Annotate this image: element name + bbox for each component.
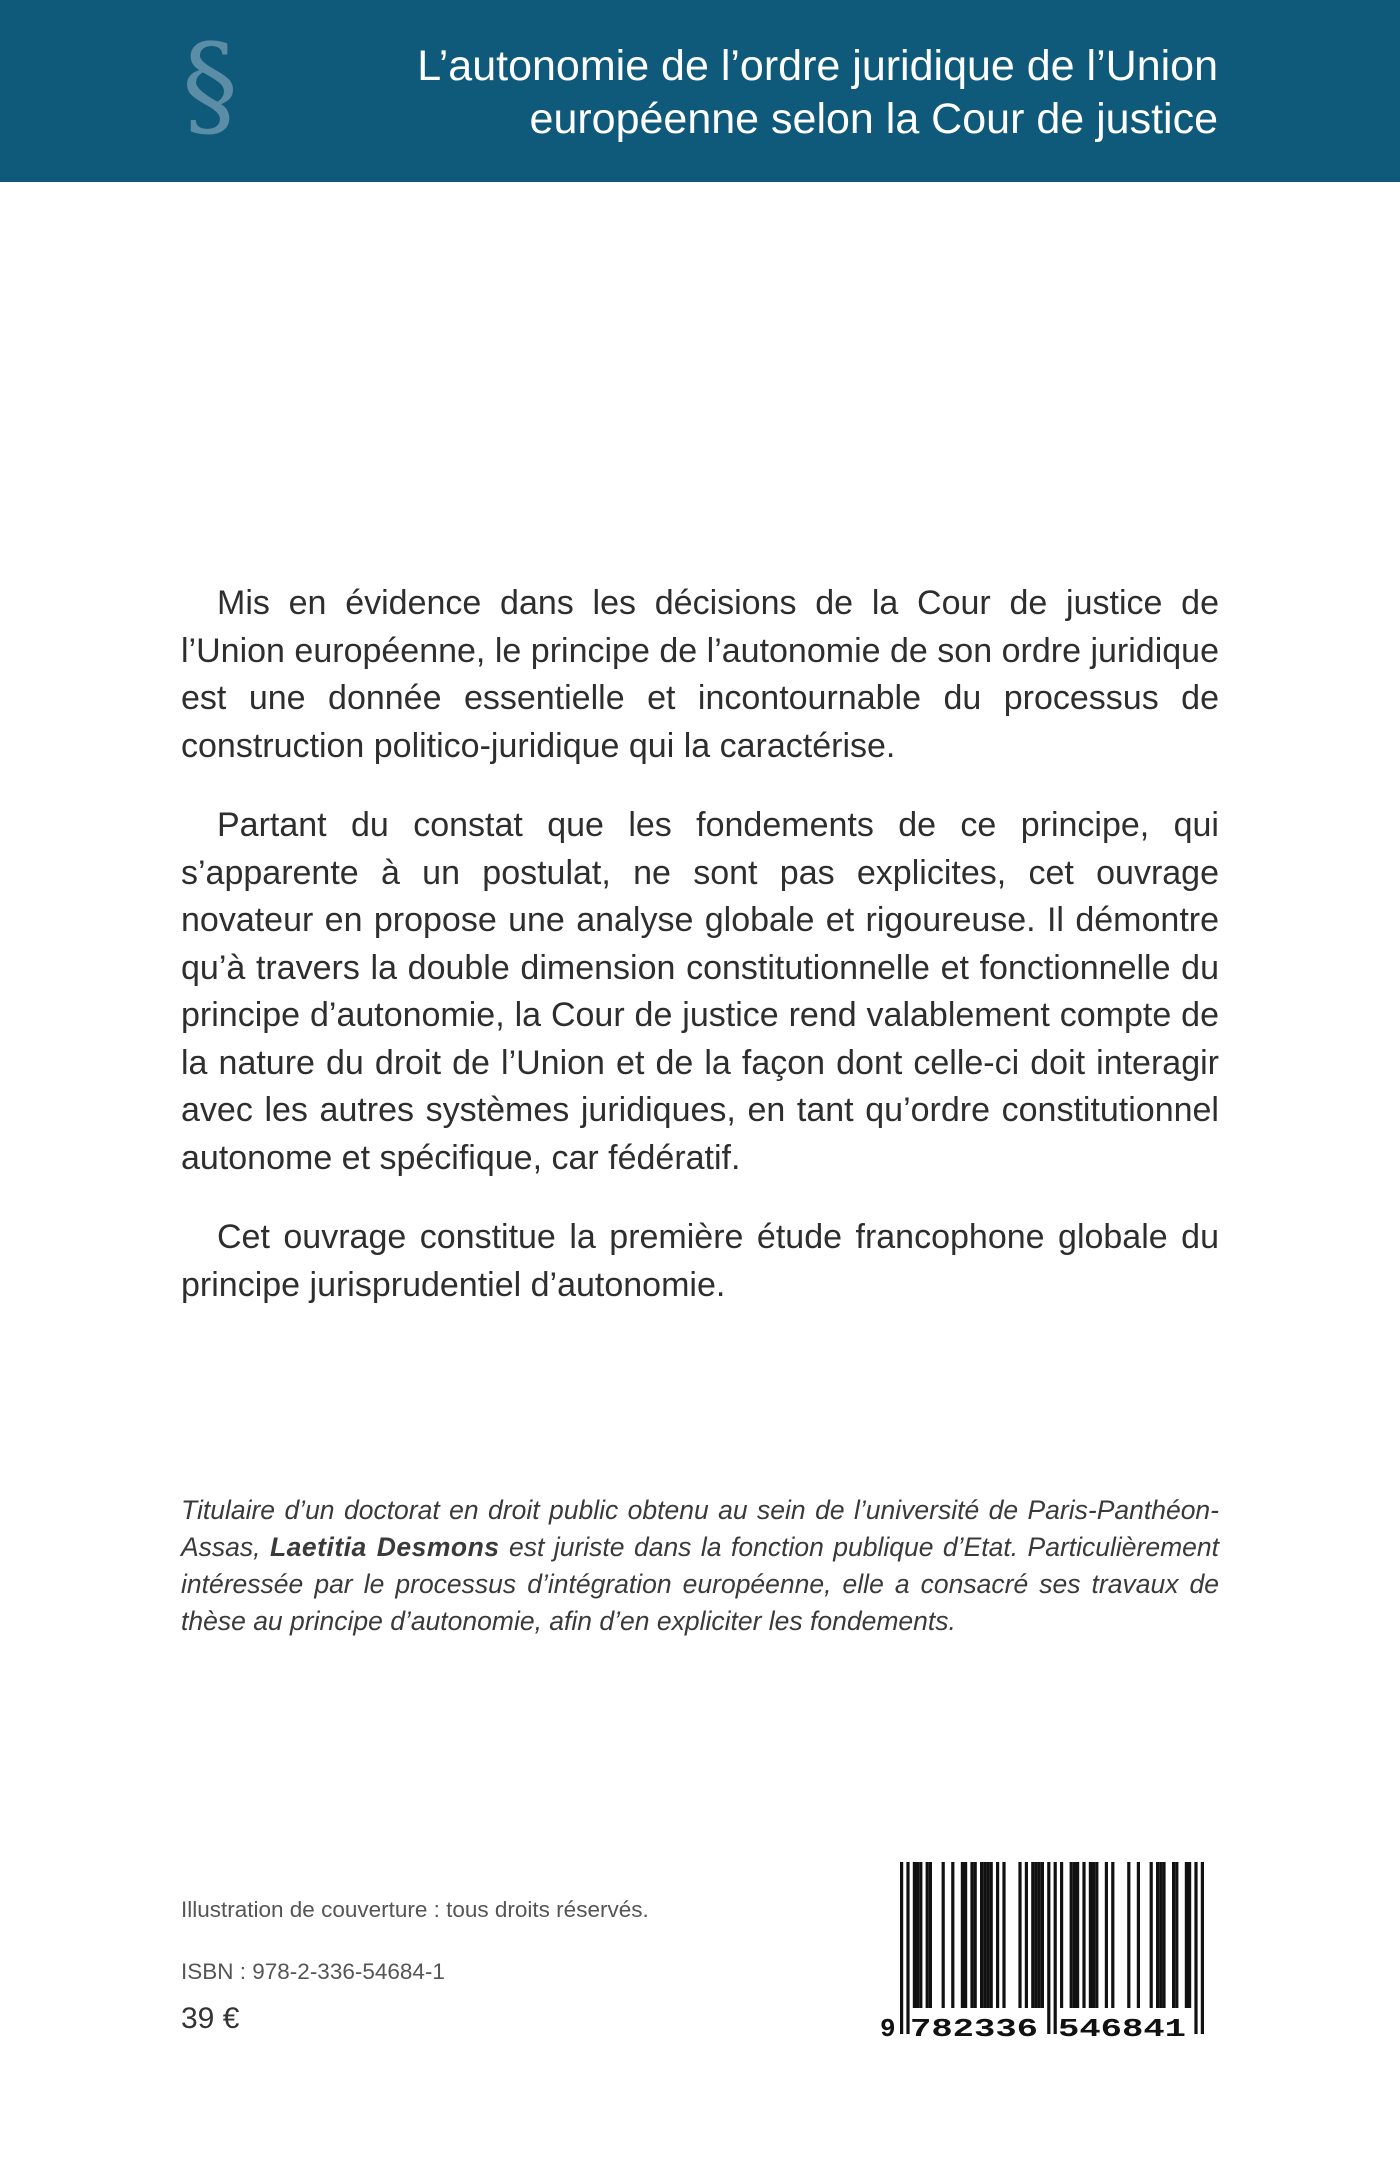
barcode-bar	[1185, 1862, 1188, 2008]
barcode-bar	[1073, 1862, 1076, 2008]
barcode-bar	[961, 1862, 964, 2008]
barcode-bar	[951, 1862, 954, 2008]
barcode-bar	[1188, 1862, 1191, 2008]
barcode-guard-bar	[900, 1862, 903, 2034]
barcode-right-digits: 546841	[1058, 2014, 1186, 2040]
cover-illustration-credit: Illustration de couverture : tous droits réservés.	[181, 1897, 649, 1922]
barcode-bar	[1092, 1862, 1095, 2008]
book-title-line-2: européenne selon la Cour de justice	[529, 95, 1218, 143]
barcode-bar	[1172, 1862, 1175, 2008]
barcode-bar	[1175, 1862, 1178, 2008]
barcode-bar	[1156, 1862, 1159, 2008]
barcode-bar	[1034, 1862, 1037, 2008]
barcode-bar	[983, 1862, 986, 2008]
barcode-bar	[964, 1862, 967, 2008]
barcode-leading-digit: 9	[880, 2014, 896, 2040]
barcode-bar	[980, 1862, 983, 2008]
barcode-bar	[1031, 1862, 1034, 2008]
barcode-bar	[1070, 1862, 1073, 2008]
summary-paragraph-3: Cet ouvrage constitue la première étude francophone globale du principe jurisprudentiel d’autonomie.	[181, 1218, 1219, 1304]
summary-paragraph-2: Partant du constat que les fondements de ce principe, qui s’apparente à un postulat, ne sont pas explicites, cet ouvrage novateur en propose une analyse globale et rigoureuse. Il démontre qu’à travers la double dimension constitutionnelle et fonctionnelle du principe d’autonomie, la Cour de justice rend valablement compte de la nature du droit de l’Union et de la façon dont celle-ci doit interagir avec les autres systèmes juridiques, en tant qu’ordre constitutionnel autonome et spécifique, car fédératif.	[181, 806, 1219, 1177]
barcode-guard-bar	[1054, 1862, 1057, 2034]
barcode-bar	[986, 1862, 989, 2008]
barcode-bar	[1137, 1862, 1140, 2008]
summary-paragraph-1: Mis en évidence dans les décisions de la Cour de justice de l’Union européenne, le principe de l’autonomie de son ordre juridique est une donnée essentielle et incontournable du processus de construction politico-juridique qui la caractérise.	[181, 584, 1219, 765]
author-bio-intro: Titulaire d’un doctorat en droit public obtenu au sein de l’université de Paris-Panthéon-Assas,	[181, 1495, 1219, 1562]
header-band	[0, 0, 1400, 182]
isbn: ISBN : 978-2-336-54684-1	[181, 1959, 445, 1984]
barcode-guard-bar	[906, 1862, 909, 2034]
barcode-bar	[1025, 1862, 1028, 2008]
barcode-guard-bar	[1047, 1862, 1050, 2034]
barcode-bar	[1082, 1862, 1085, 2008]
author-name: Laetitia Desmons	[270, 1532, 500, 1562]
barcode-bar	[974, 1862, 977, 2008]
barcode-bar	[913, 1862, 916, 2008]
barcode-bar	[929, 1862, 932, 2008]
price: 39 €	[181, 2002, 240, 2035]
barcode-bar	[1111, 1862, 1114, 2008]
barcode-bar	[1076, 1862, 1079, 2008]
barcode-bar	[1018, 1862, 1021, 2008]
book-summary	[181, 580, 1219, 1341]
barcode-guard-bar	[1201, 1862, 1204, 2034]
barcode-bar	[990, 1862, 993, 2008]
barcode-bar	[996, 1862, 999, 2008]
barcode-bar	[1095, 1862, 1098, 2008]
barcode-bar	[1038, 1862, 1041, 2008]
barcode-bar	[916, 1862, 919, 2008]
barcode-bar	[1041, 1862, 1044, 2008]
barcode-bar	[919, 1862, 922, 2008]
author-bio-details: est juriste dans la fonction publique d’Etat. Particulièrement intéressée par le processus d’intégration européenne, elle a consacré ses travaux de thèse au principe d’autonomie, afin d’en expliciter les fondements.	[181, 1532, 1219, 1636]
barcode-bar	[1162, 1862, 1165, 2008]
barcode-bar	[942, 1862, 945, 2008]
book-title	[258, 40, 1218, 146]
barcode-bar	[1089, 1862, 1092, 2008]
barcode-bar	[1002, 1862, 1005, 2008]
author-bio	[181, 1492, 1219, 1640]
barcode-left-digits: 782336	[910, 2014, 1038, 2040]
barcode-guard-bar	[1194, 1862, 1197, 2034]
ean13-barcode-icon	[872, 1858, 1218, 2040]
barcode-bar	[926, 1862, 929, 2008]
barcode-bar	[1060, 1862, 1063, 2008]
book-title-line-1: L’autonomie de l’ordre juridique de l’Union	[417, 42, 1218, 90]
barcode-bar	[1150, 1862, 1153, 2008]
barcode-bar	[1105, 1862, 1108, 2008]
section-sign-icon: §	[182, 21, 238, 151]
barcode-bar	[1127, 1862, 1130, 2008]
barcode-bar	[1159, 1862, 1162, 2008]
barcode-bar	[970, 1862, 973, 2008]
